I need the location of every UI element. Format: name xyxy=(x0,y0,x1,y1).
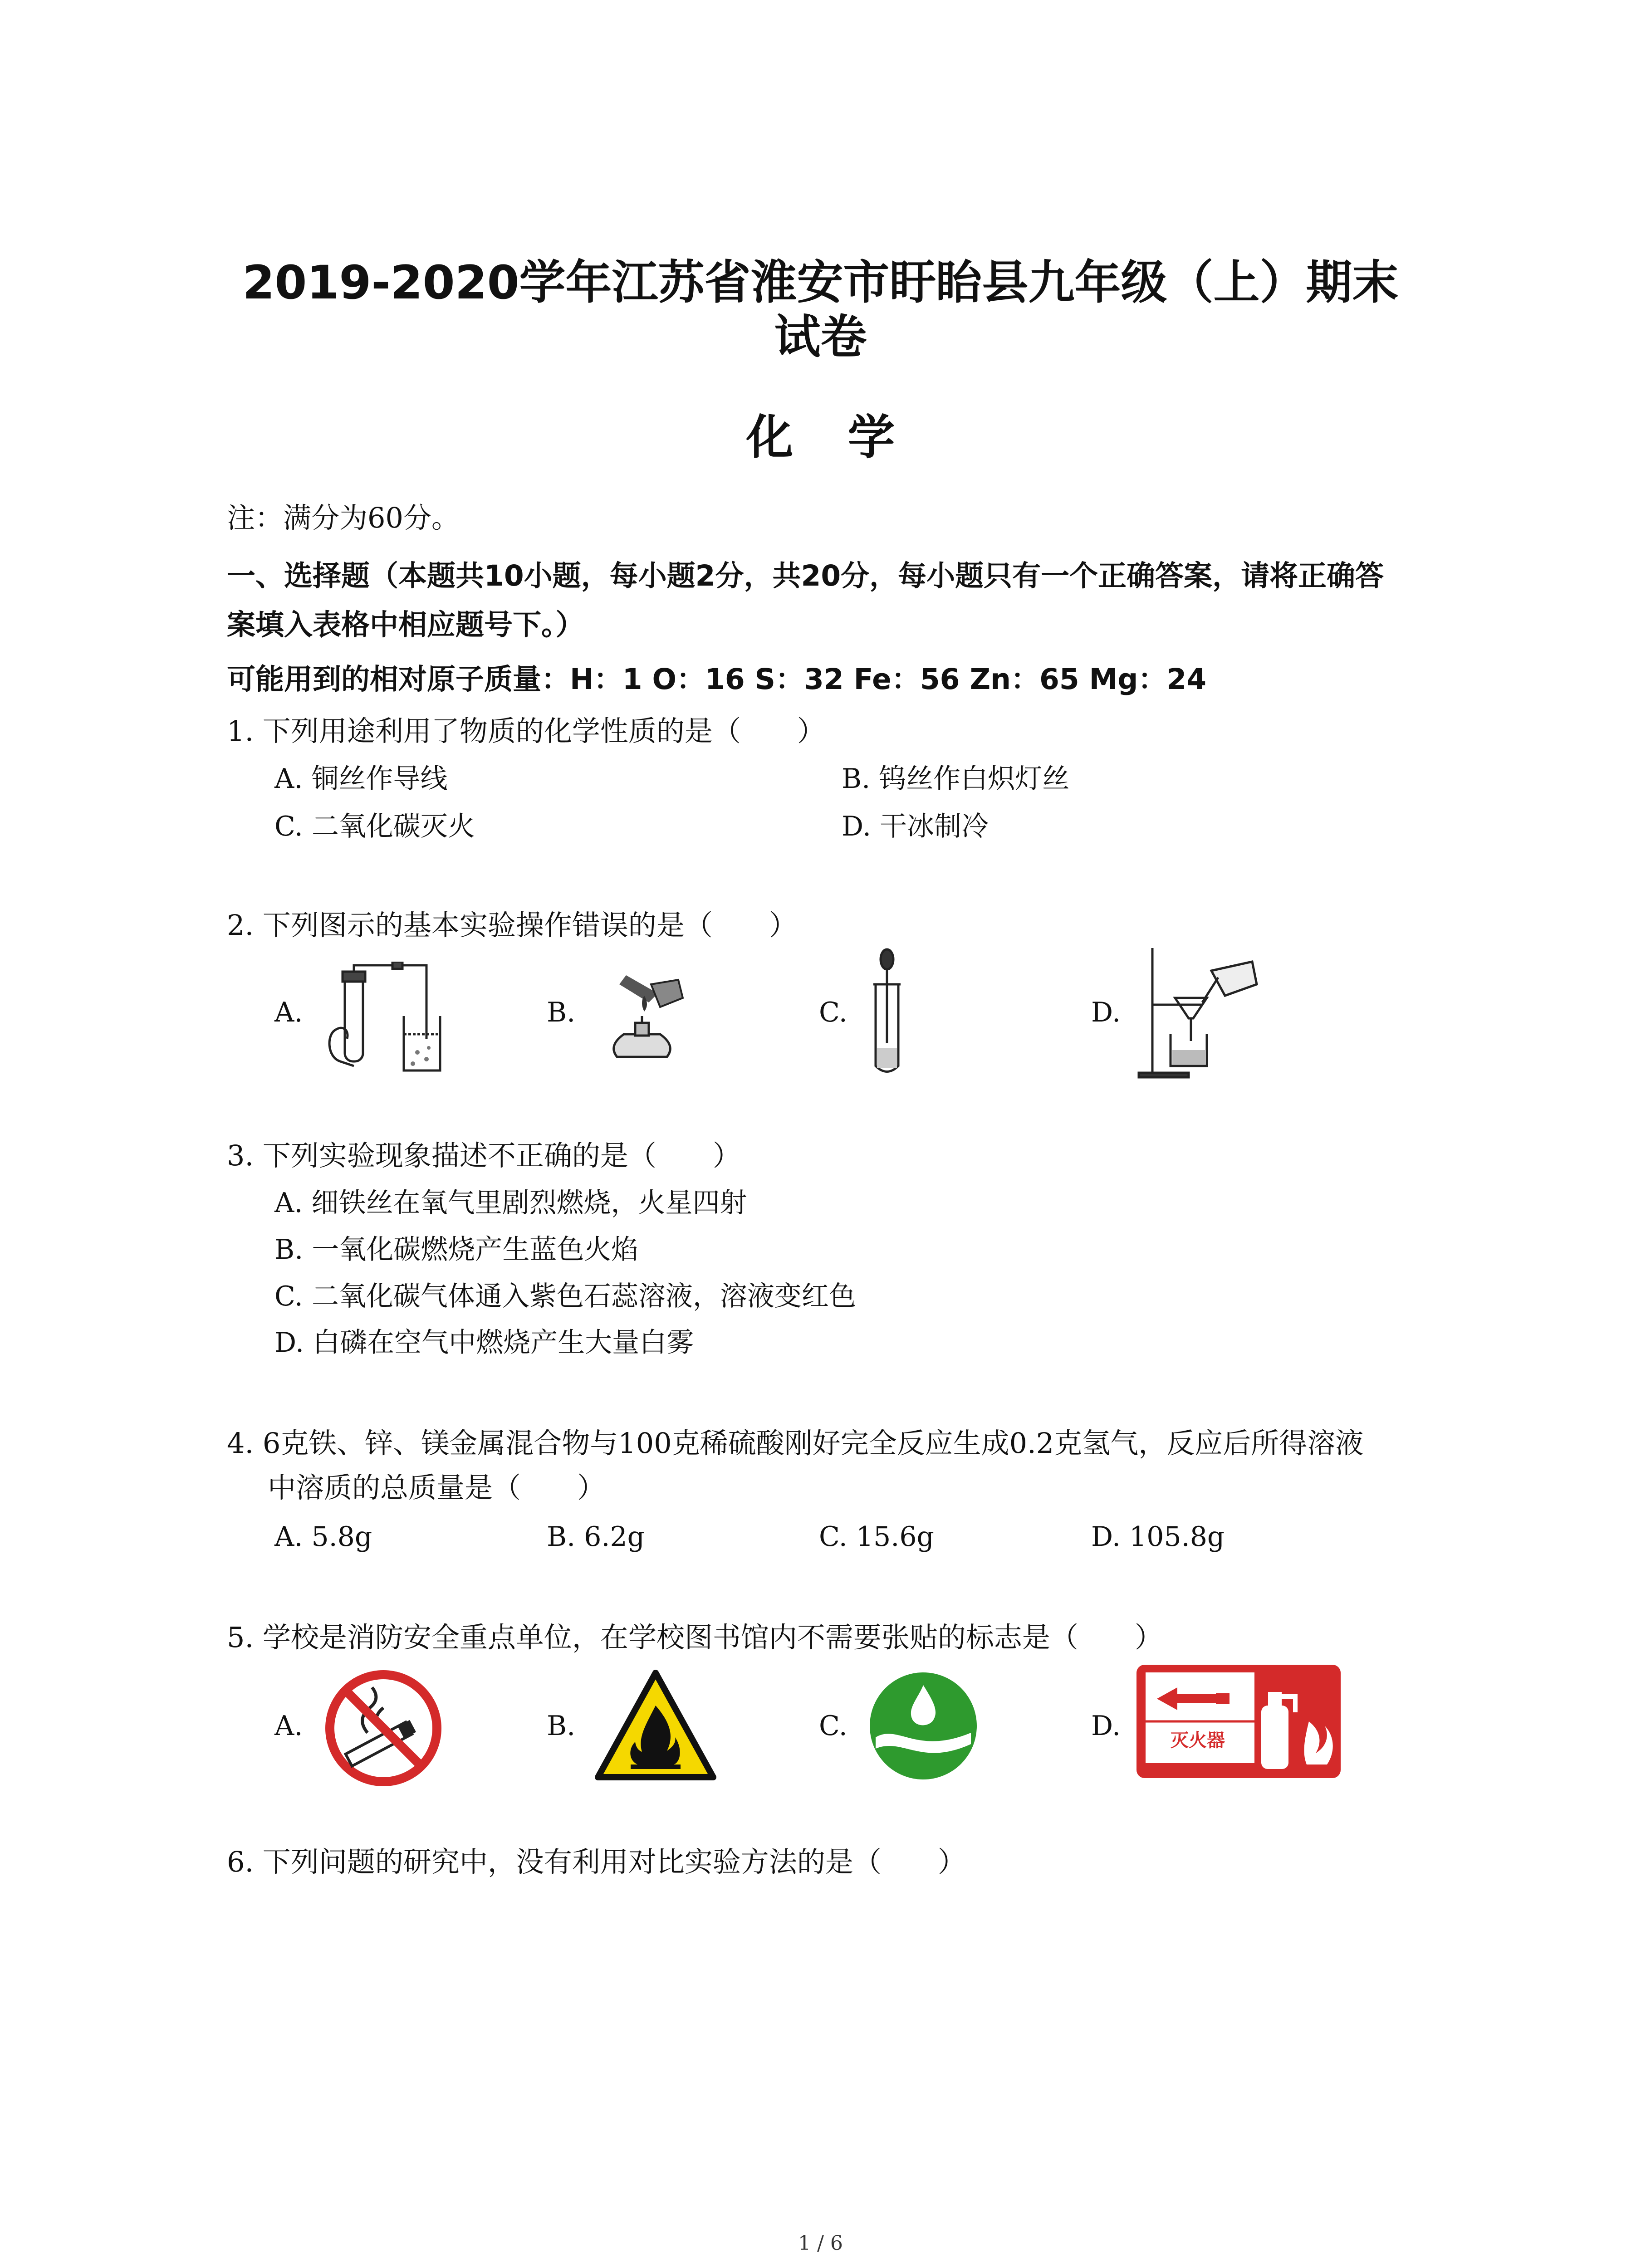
page-number: 1 / 6 xyxy=(798,2232,843,2255)
fire-extinguisher-sign-icon xyxy=(1134,1662,1343,1780)
question-5-option-b: B. xyxy=(547,1710,576,1742)
score-note: 注：满分为60分。 xyxy=(227,501,460,534)
question-3-option-d: D. 白磷在空气中燃烧产生大量白雾 xyxy=(274,1327,694,1359)
gas-tightness-check-icon xyxy=(318,962,445,1080)
question-3-option-b: B. 一氧化碳燃烧产生蓝色火焰 xyxy=(274,1234,639,1266)
section1-instructions-line2: 案填入表格中相应题号下。） xyxy=(227,608,584,641)
sign-d-label: 灭火器 xyxy=(1171,1730,1225,1751)
question-2-option-a: A. xyxy=(274,997,303,1028)
question-5-option-d: D. xyxy=(1091,1710,1121,1742)
question-4-option-b: B. 6.2g xyxy=(547,1521,645,1553)
question-4-stem-line1: 4. 6克铁、锌、镁金属混合物与100克稀硫酸刚好完全反应生成0.2克氢气，反应后所得溶液 xyxy=(227,1427,1364,1460)
doc-title-line1: 2019-2020学年江苏省淮安市盱眙县九年级（上）期末 xyxy=(242,256,1399,310)
question-6-stem: 6. 下列问题的研究中，没有利用对比实验方法的是（ ） xyxy=(227,1845,966,1878)
question-4-option-a: A. 5.8g xyxy=(274,1521,372,1553)
question-1-option-b: B. 钨丝作白炽灯丝 xyxy=(842,763,1070,795)
question-2-option-c: C. xyxy=(819,997,847,1028)
question-5-option-a: A. xyxy=(274,1710,303,1742)
question-2-option-d: D. xyxy=(1091,997,1121,1028)
question-4-option-c: C. 15.6g xyxy=(819,1521,934,1553)
question-5-option-c: C. xyxy=(819,1710,847,1742)
dropper-in-test-tube-icon xyxy=(860,948,914,1080)
atomic-masses: 可能用到的相对原子质量：H：1 O：16 S：32 Fe：56 Zn：65 Mg：24 xyxy=(227,663,1207,696)
question-3-option-a: A. 细铁丝在氧气里剧烈燃烧，火星四射 xyxy=(274,1187,747,1219)
doc-title-line2: 试卷 xyxy=(774,310,867,364)
question-1-stem: 1. 下列用途利用了物质的化学性质的是（ ） xyxy=(227,714,825,748)
question-1-option-a: A. 铜丝作导线 xyxy=(274,763,448,795)
subject-title: 化学 xyxy=(746,410,950,465)
section1-instructions-line1: 一、选择题（本题共10小题，每小题2分，共20分，每小题只有一个正确答案，请将正确答 xyxy=(227,559,1384,592)
water-saving-sign-icon xyxy=(867,1669,980,1783)
question-2-stem: 2. 下列图示的基本实验操作错误的是（ ） xyxy=(227,909,797,942)
question-1-option-c: C. 二氧化碳灭火 xyxy=(274,811,475,842)
question-4-option-d: D. 105.8g xyxy=(1091,1521,1225,1553)
question-1-option-d: D. 干冰制冷 xyxy=(842,811,989,842)
question-3-option-c: C. 二氧化碳气体通入紫色石蕊溶液，溶液变红色 xyxy=(274,1281,856,1312)
filtration-apparatus-icon xyxy=(1134,943,1261,1080)
question-3-stem: 3. 下列实验现象描述不正确的是（ ） xyxy=(227,1139,741,1172)
alcohol-lamp-lighting-icon xyxy=(599,966,690,1066)
flammable-warning-sign-icon xyxy=(594,1669,717,1783)
no-smoking-sign-icon xyxy=(324,1669,442,1787)
question-2-option-b: B. xyxy=(547,997,576,1028)
question-4-stem-line2: 中溶质的总质量是（ ） xyxy=(268,1471,606,1504)
question-5-stem: 5. 学校是消防安全重点单位，在学校图书馆内不需要张贴的标志是（ ） xyxy=(227,1621,1163,1654)
